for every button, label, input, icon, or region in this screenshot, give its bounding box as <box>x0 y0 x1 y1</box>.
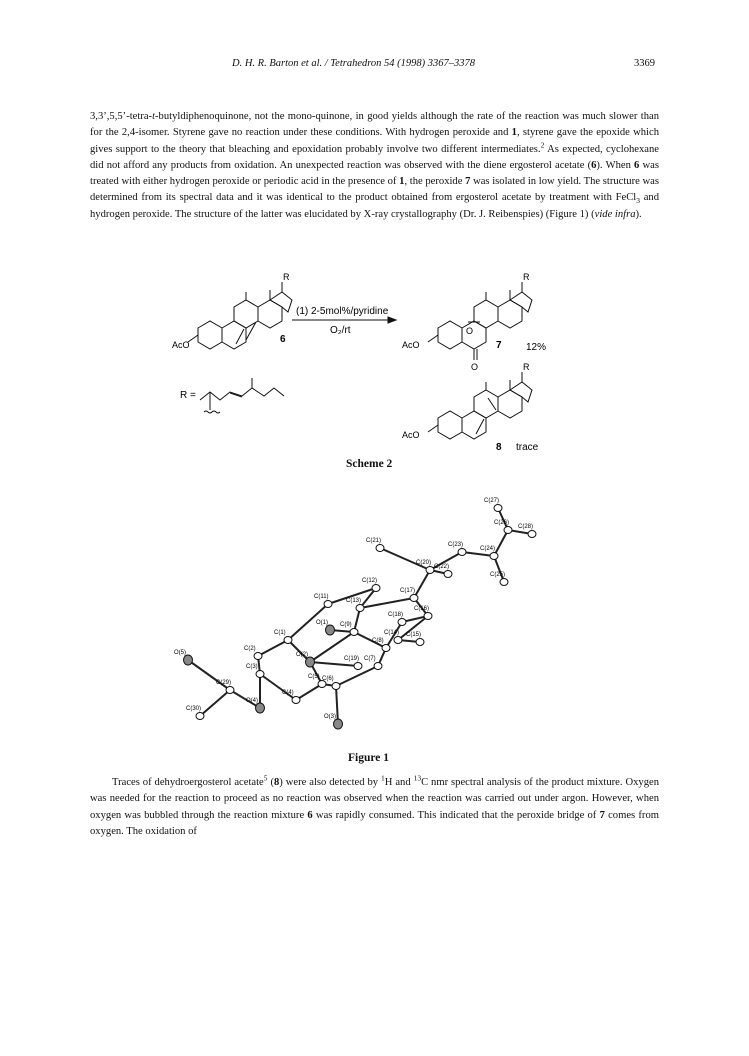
ortep-bond <box>200 690 230 716</box>
ortep-atom-label: C(7) <box>364 656 376 662</box>
ortep-atom <box>500 579 508 586</box>
yield-7: 12% <box>526 342 547 353</box>
ortep-atom-label: C(9) <box>340 622 352 628</box>
text-run: was isolated in low yield. The structure was determined from its spectral data and it was identical to the product obtained from ergosterol acetate by treatment with FeCl <box>90 176 659 204</box>
ortep-atom <box>374 663 382 670</box>
ortep-atom-label: C(5) <box>308 674 320 680</box>
ortep-crystal-structure <box>174 490 580 740</box>
text-run: was rapidly consumed. This indicated that the peroxide bridge of <box>312 809 600 821</box>
ortep-atom-label: C(14) <box>384 630 400 636</box>
running-header <box>0 58 749 74</box>
superscript: 13 <box>413 773 422 783</box>
text-run: , the peroxide <box>404 176 466 188</box>
compound-ref: 7 <box>465 176 471 188</box>
r-label: R <box>283 272 290 282</box>
ortep-atom <box>458 549 466 556</box>
text-run: t <box>152 111 156 122</box>
ortep-atom <box>424 613 432 620</box>
text-run: vide infra <box>594 208 636 220</box>
ortep-atom <box>490 553 498 560</box>
ortep-atom <box>324 601 332 608</box>
text-run: C nmr spectral analysis of the product mixture. Oxygen was needed for the reaction to proceed as no reaction was observed when the reaction was carried out under argon. However, when oxygen was bubbled through the reaction mixture <box>90 777 659 821</box>
ketone-o-label: O <box>471 362 479 372</box>
r-definition: R = <box>180 390 196 401</box>
ortep-atom-label: C(11) <box>314 594 329 600</box>
ortep-atom <box>416 639 424 646</box>
ortep-atom <box>350 629 358 636</box>
ortep-atom <box>376 545 384 552</box>
ortep-bond <box>494 556 504 582</box>
r-label: R <box>523 272 530 282</box>
ortep-atom-label: C(23) <box>448 542 464 548</box>
ortep-atom <box>504 527 512 534</box>
compound-ref: 6 <box>591 159 597 171</box>
ortep-bond <box>258 640 288 656</box>
ortep-atom <box>256 703 265 713</box>
ortep-bond <box>494 530 508 556</box>
ortep-atom-label: C(22) <box>434 564 450 570</box>
arrow-conditions-bottom: O₂/rt <box>330 325 351 336</box>
aco-label: AcO <box>402 430 420 440</box>
ortep-atom-label: C(15) <box>406 632 422 638</box>
ortep-atom <box>332 683 340 690</box>
ortep-atom-label: O(3) <box>324 714 336 720</box>
ortep-atom-label: C(29) <box>216 680 232 686</box>
ortep-atom-label: C(1) <box>274 630 286 636</box>
ortep-atom <box>398 619 406 626</box>
compound-ref: 1 <box>511 127 517 139</box>
ortep-atom <box>494 505 502 512</box>
scheme-caption: Scheme 2 <box>346 458 393 470</box>
ortep-bond <box>360 598 414 608</box>
ortep-atom <box>292 697 300 704</box>
aco-label: AcO <box>172 340 190 350</box>
ortep-atom-label: C(13) <box>346 598 362 604</box>
ortep-atom <box>184 655 193 665</box>
ortep-atom-label: C(3) <box>246 664 258 670</box>
ortep-atom <box>226 687 234 694</box>
text-run: ) were also detected by <box>279 777 381 788</box>
ortep-atom <box>372 585 380 592</box>
ortep-atom-label: C(26) <box>494 520 510 526</box>
text-run: ( <box>267 777 274 788</box>
ortep-atom <box>356 605 364 612</box>
compound-ref: 8 <box>273 777 280 788</box>
paragraph-2 <box>90 775 659 840</box>
ortep-atom-label: C(24) <box>480 546 496 552</box>
text-run: ). <box>635 208 642 220</box>
text-run: and hydrogen peroxide. The structure of the latter was elucidated by X-ray crystallography (Dr. J. Reibenspies) (Figure 1) ( <box>90 192 660 220</box>
text-run: comes from oxygen. The oxidation of <box>90 809 659 837</box>
ortep-atom-label: C(19) <box>344 656 360 662</box>
text-run: Traces of dehydroergosterol acetate <box>112 777 264 788</box>
peroxide-o-label: O <box>466 326 474 336</box>
compound-7-label: 7 <box>496 340 502 351</box>
text-run: H and <box>384 777 414 788</box>
ortep-bond <box>462 552 494 556</box>
ortep-atom-label: C(20) <box>416 560 432 566</box>
ortep-bond <box>380 548 430 570</box>
ortep-bond <box>336 686 338 724</box>
ortep-atom <box>410 595 418 602</box>
ortep-atom-label: C(17) <box>400 588 416 594</box>
ortep-atom <box>254 653 262 660</box>
ortep-bond <box>260 674 296 700</box>
compound-ref: 6 <box>307 809 313 821</box>
ortep-atom <box>284 637 292 644</box>
text-run: , styrene gave the epoxide which gives support to the theory that bleaching and epoxidation probably involve two different intermediates. <box>90 127 659 155</box>
yield-8: trace <box>516 442 539 453</box>
superscript: 1 <box>381 773 385 783</box>
ortep-atom-label: O(1) <box>316 620 328 626</box>
text-run: As expected, cyclohexane did not afford any products from oxidation. An unexpected reaction was observed with the diene ergosterol acetate ( <box>90 143 659 171</box>
ortep-atom-label: C(2) <box>244 646 256 652</box>
header-citation: D. H. R. Barton et al. / Tetrahedron 54 (1998) 3367–3378 <box>232 58 476 69</box>
ortep-atom-label: C(6) <box>322 676 334 682</box>
ortep-atom <box>354 663 362 670</box>
page-number: 3369 <box>634 58 655 69</box>
ortep-atom <box>306 657 315 667</box>
ortep-atom-label: C(21) <box>366 538 382 544</box>
text-run: 3,3’,5,5’-tetra- <box>90 111 153 122</box>
aco-label: AcO <box>402 340 420 350</box>
ortep-bond <box>310 662 358 666</box>
ortep-atom <box>528 531 536 538</box>
citation-ref: 5 <box>263 773 268 783</box>
text-run: -butyldiphenoquinone, not the mono-quinone, in good yields although the rate of the reaction was much slower than for the 2,4-isomer. Styrene gave no reaction under these conditions. With hydrogen peroxide and <box>90 111 659 139</box>
ortep-atom <box>256 671 264 678</box>
compound-ref: 6 <box>634 159 640 171</box>
ortep-atom-label: C(27) <box>484 498 500 504</box>
ortep-atom <box>426 567 434 574</box>
ortep-atom-label: C(25) <box>490 572 506 578</box>
r-label: R <box>523 362 530 372</box>
ortep-atom-label: O(4) <box>246 698 258 704</box>
ortep-atom-label: C(18) <box>388 612 404 618</box>
scheme-2-diagram <box>170 270 580 470</box>
ortep-atom-label: C(8) <box>372 638 384 644</box>
ortep-bond <box>296 684 322 700</box>
ortep-atom <box>444 571 452 578</box>
compound-ref: 7 <box>599 809 605 821</box>
ortep-atom <box>382 645 390 652</box>
ortep-atom <box>334 719 343 729</box>
text-run: was treated with either hydrogen peroxide or periodic acid in the presence of <box>90 159 659 188</box>
ortep-atom-label: C(16) <box>414 606 430 612</box>
paragraph-1 <box>90 109 659 223</box>
ortep-atom <box>326 625 335 635</box>
citation-ref: 2 <box>540 140 545 150</box>
ortep-atom-label: C(12) <box>362 578 378 584</box>
ortep-atom-label: C(28) <box>518 524 534 530</box>
compound-ref: 1 <box>399 176 405 188</box>
ortep-bond <box>414 570 430 598</box>
ortep-atom-label: C(30) <box>186 706 202 712</box>
compound-6-label: 6 <box>280 334 286 345</box>
ortep-atom <box>196 713 204 720</box>
ortep-atom <box>394 637 402 644</box>
ortep-atom-label: O(2) <box>296 652 308 658</box>
ortep-atom-label: O(5) <box>174 650 186 656</box>
subscript: 3 <box>636 196 640 206</box>
ortep-atom-label: C(4) <box>282 690 294 696</box>
figure-caption: Figure 1 <box>348 752 389 764</box>
compound-8-label: 8 <box>496 442 502 453</box>
arrow-conditions-top: (1) 2-5mol%/pyridine <box>296 306 389 317</box>
text-run: ). When <box>596 159 635 171</box>
